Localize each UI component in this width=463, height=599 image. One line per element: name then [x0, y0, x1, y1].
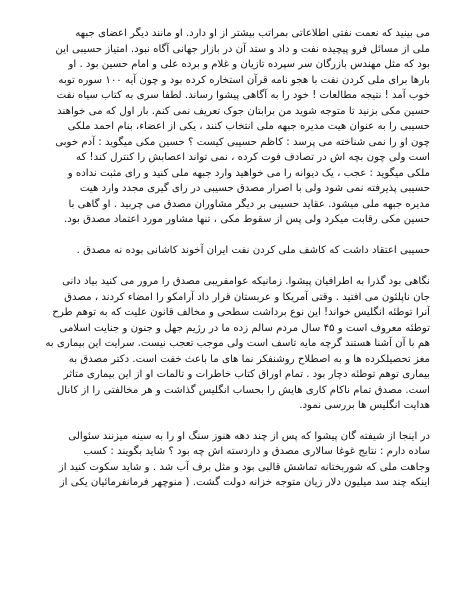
text-line: ملکی میگوید : عجب ، یک دیوانه را می خواهید وارد جبهه ملی کنید و رای مثبت نداده و	[67, 167, 430, 179]
paragraph-hasibi-background	[33, 26, 430, 228]
text-line: بیماری توهم توطئه دچار بود . تمام اوراق کتاب خاطرات و تالمات او از این بیماری متاثر	[63, 369, 430, 380]
text-line: حسین مکی بزنید تا متوجه شوید من برابتان جوک تعریف نمی کنم. بار اول که می خواهند	[57, 105, 430, 117]
text-line: بود که مثل مهندس بازرگان سر سپرده تازیان و غلام و برده علی و امام حسین بود . او	[68, 59, 430, 70]
text-line: هدایت انگلیس ها بررسی نمود.	[299, 400, 430, 411]
text-line: جان ناپلئون می افتید . وقتی آمریکا و عربستان قرار داد آرامکو را امضاء کردند ، مصدق	[64, 291, 430, 303]
text-line: در اینجا از شیفته گان پیشوا که پس از چند دهه هنوز سنگ او را به سینه میزنند سئوالی	[68, 430, 430, 442]
text-line: ساده دارم : نتایج غوغا سالاری مصدق و داردسته اش چه بود ؟ شاید بگویند : کسب	[83, 446, 430, 457]
text-line: هم با آن آشنا هستند گرچه مایه تاسف است ولی موجب تعجب نیست. سرایت این بیماری به	[45, 338, 430, 349]
text-line: آنرا توطئه انگلیس خواند! این نوع برداشت سطحی و مخالف قانون علیت که به توهم طرح	[52, 307, 430, 318]
text-line: بارها برای ملی کردن نفت با هجو نامه قرآن استخاره کرده بود و چون آیه ۱۰۰ سوره توبه	[58, 74, 430, 86]
paragraph-conspiracy-theory	[33, 274, 430, 414]
text-line: حسیبی را به عنوان هیت مدیره جبهه ملی انتخاب کنند ، یکی از اعضاء، بنام احمد ملکی	[67, 121, 430, 132]
text-line: مدیره جبهه ملی میشود. عقاید حسیبی بر دیگر مشاوران مصدق می چربید . او گاهی با	[68, 198, 430, 210]
text-line: ملی از مسائل فرو پیچیده نفت و داد و ستد آن در بازار جهانی آگاه نبود. امتیاز حسیبی این	[55, 43, 430, 55]
text-line: است ولی چون بچه اش در تصادف فوت کرده ، نمی تواند اعصابش را کنترل کند! که	[75, 152, 430, 163]
text-line: حسیبی اعتقاد داشت که کاشف ملی کردن نفت ایران آخوند کاشانی بوده نه مصدق .	[76, 244, 430, 256]
text-line: توطئه معروف است و ۴۵ سال مردم سالم زده ما در رژیم جهل و جنون و جنایت اسلامی	[59, 322, 430, 334]
paragraph-kashani-claim	[33, 243, 430, 259]
text-line: خوب آمد ! نتیجه مطالعات ! خود را به آگاهی پیشوا رساند. لطفا سری به کتاب سیاه نفت	[56, 90, 430, 101]
text-line: است. مصدق تمام ناکام کاری هایش را بحساب انگلیس گذاشت و هر مخالفتی را از کانال	[56, 384, 430, 396]
text-line: چون او را نمی شناخته می پرسد : کاظم حسیبی کیست ؟ حسین مکی میگوید : آدم خوبی	[55, 136, 430, 148]
text-line: نگاهی بود گذرا به اطرافیان پیشوا. زمانیکه عوامفریبی مصدق را مرور می کنید بیاد دانی	[62, 276, 430, 287]
text-line: وجاهت ملی که شوربختانه تماشش قالبی بود و مثل برف آب شد . و شاید سکوت کنید از	[58, 461, 430, 473]
text-line: می بینید که نعمت نفتی اطلاعاتی بمراتب بیشتر از او دارد. او مانند دیگر اعضای جبهه	[75, 28, 430, 39]
text-line: اینکه چند سد میلیون دلار زیان متوجه خزانه دولت گشت. ( منوچهر فرمانفرمائیان یکی از	[59, 477, 430, 488]
text-line: مغز تحصیلکرده ها و به اصطلاح روشنفکر نما های ما باعث خفت است. دکتر مصدق به	[68, 353, 430, 365]
text-line: حسین مکی رقابت میکرد ولی پس از سقوط مکی ، تنها مشاور مورد اعتماد مصدق بود.	[63, 214, 430, 225]
paragraph-question-to-followers	[33, 429, 430, 491]
text-line: حسیبی پذیرفته نمی شود ولی با اصرار مصدق حسیبی در رای گیری مجدد وارد هیت	[79, 183, 430, 194]
